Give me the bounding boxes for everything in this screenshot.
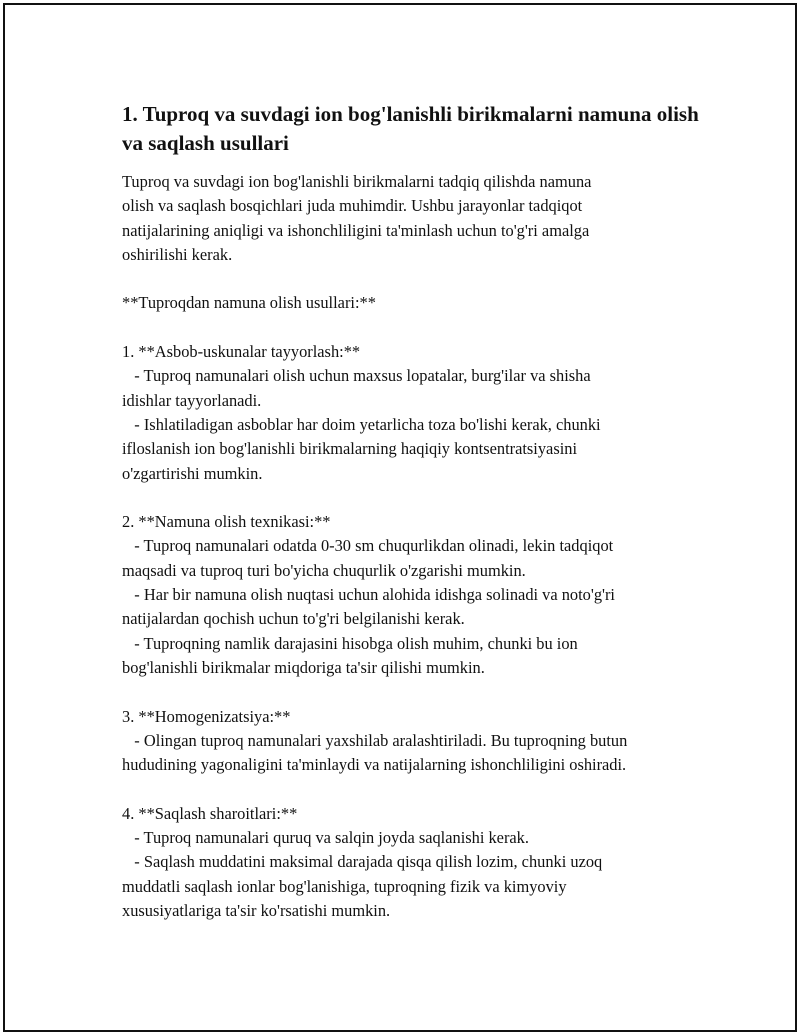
document-content [122,100,722,923]
document-title: 1. Tuproq va suvdagi ion bog'lanishli birikmalarni namuna olish va saqlash usullari [122,102,699,155]
page-frame [3,3,797,1032]
document-body: Tuproq va suvdagi ion bog'lanishli birikmalarni tadqiq qilishda namuna olish va saqlash bosqichlari juda muhimdir. Ushbu jarayonlar tadqiqot natijalarining aniqligi va ishonchliligini ta'minlash uchun to'g'ri amalga oshirilishi kerak. **Tuproqdan namuna olish usullari:** 1. **Asbob-uskunalar tayyorlash:** - Tuproq namunalari olish uchun maxsus lopatalar, burg'ilar va shisha idishlar tayyorlanadi. - Ishlatiladigan asboblar har doim yetarlicha toza bo'lishi kerak, chunki ifloslanish ion bog'lanishli birikmalarning haqiqiy kontsentratsiyasini o'zgartirishi mumkin. 2. **Namuna olish texnikasi:** - Tuproq namunalari odatda 0-30 sm chuqurlikdan olinadi, lekin tadqiqot maqsadi va tuproq turi bo'yicha chuqurlik o'zgarishi mumkin. - Har bir namuna olish nuqtasi uchun alohida idishga solinadi va noto'g'ri natijalardan qochish uchun to'g'ri belgilanishi kerak. - Tuproqning namlik darajasini hisobga olish muhim, chunki bu ion bog'lanishli birikmalar miqdoriga ta'sir qilishi mumkin. 3. **Homogenizatsiya:** - Olingan tuproq namunalari yaxshilab aralashtiriladi. Bu tuproqning butun hududining yagonaligini ta'minlaydi va natijalarning ishonchliligini oshiradi. 4. **Saqlash sharoitlari:** - Tuproq namunalari quruq va salqin joyda saqlanishi kerak. - Saqlash muddatini maksimal darajada qisqa qilish lozim, chunki uzoq muddatli saqlash ionlar bog'lanishiga, tuproqning fizik va kimyoviy xususiyatlariga ta'sir ko'rsatishi mumkin. [122,172,628,920]
